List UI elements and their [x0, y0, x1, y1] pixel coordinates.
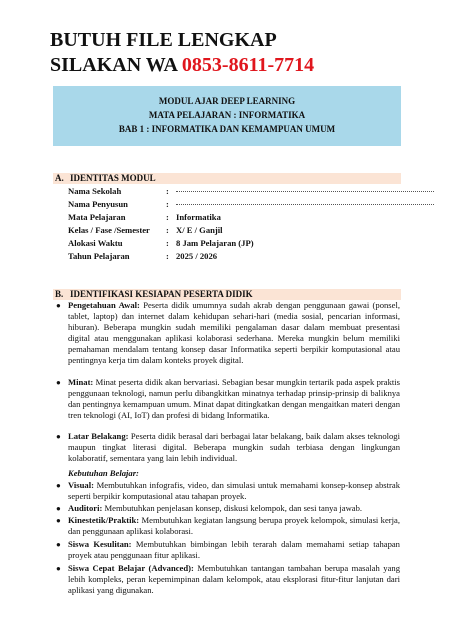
id-label: Tahun Pelajaran — [68, 251, 130, 261]
term: Kinestetik/Praktik: — [68, 515, 140, 525]
learning-needs-heading: Kebutuhan Belajar: — [68, 468, 139, 478]
id-value: 2025 / 2026 — [176, 251, 218, 261]
id-colon: : — [166, 199, 169, 209]
bullet-icon: ● — [56, 301, 61, 310]
bullet-icon: ● — [56, 481, 61, 490]
section-b-header — [53, 289, 401, 300]
text: Minat peserta didik akan bervariasi. Sebagian besar mungkin tertarik pada aspek praktis penggunaan teknologi, namun perlu dibangkitkan minatnya terhadap prinsip-prinsip di baliknya dan pentingnya kemampuan umum. Minat dapat ditingkatkan dengan mengaitkan materi dengan tren teknologi (AI, IoT) dan profesi di bidang Informatika. — [68, 377, 400, 420]
text: Membutuhkan penjelasan konsep, diskusi kelompok, dan sesi tanya jawab. — [102, 503, 363, 513]
promo-phone: 0853-8611-7714 — [181, 54, 315, 76]
module-banner — [53, 86, 401, 146]
section-b-title: IDENTIFIKASI KESIAPAN PESERTA DIDIK — [70, 289, 253, 299]
need-advanced — [68, 563, 400, 596]
fill-in-line — [176, 190, 434, 192]
id-colon: : — [166, 212, 169, 222]
fill-in-line — [176, 203, 434, 205]
bullet-icon: ● — [56, 378, 61, 387]
id-label: Alokasi Waktu — [68, 238, 123, 248]
section-a-letter: A. — [55, 173, 64, 183]
paragraph-prior-knowledge — [68, 300, 400, 366]
id-value: X/ E / Ganjil — [176, 225, 223, 235]
promo-line-2 — [50, 53, 314, 77]
id-value: 8 Jam Pelajaran (JP) — [176, 238, 254, 248]
section-b-letter: B. — [55, 289, 64, 299]
bullet-icon: ● — [56, 516, 61, 525]
text: Membutuhkan kegiatan langsung berupa proyek kelompok, simulasi kerja, dan penggunaan aplikasi kolaborasi. — [68, 515, 400, 536]
text: Peserta didik umumnya sudah akrab dengan penggunaan gawai (ponsel, tablet, laptop) dan internet dalam kehidupan sehari-hari (media sosial, pencarian informasi, hiburan). Beberapa mungkin sudah memiliki pengalaman dasar dalam membuat presentasi digital atau menggunakan aplikasi kolaborasi sederhana. Mereka mungkin belum memiliki pemahaman mendalam tentang konsep dasar Informatika seperti berpikir komputasional atau pentingnya kerja tim dalam konteks proyek digital. — [68, 300, 400, 365]
section-a-header — [53, 173, 401, 184]
id-label: Mata Pelajaran — [68, 212, 126, 222]
need-struggling — [68, 539, 400, 561]
id-value: Informatika — [176, 212, 221, 222]
text: Membutuhkan tantangan tambahan berupa masalah yang lebih kompleks, peran kepemimpinan dalam kelompok, atau eksplorasi fitur-fitur lanjutan dari aplikasi yang digunakan. — [68, 563, 400, 595]
text: Membutuhkan bimbingan lebih terarah dalam memahami setiap tahapan proyek atau penggunaan fitur aplikasi. — [68, 539, 400, 560]
term: Minat: — [68, 377, 94, 387]
term: Pengetahuan Awal: — [68, 300, 140, 310]
promo-prefix: SILAKAN WA — [50, 54, 182, 76]
id-label: Nama Penyusun — [68, 199, 128, 209]
text: Membutuhkan infografis, video, dan simulasi untuk memahami konsep-konsep abstrak seperti berpikir komputasional atau tahapan proyek. — [68, 480, 400, 501]
need-kinesthetic — [68, 515, 400, 537]
id-label: Nama Sekolah — [68, 186, 122, 196]
id-colon: : — [166, 238, 169, 248]
term: Latar Belakang: — [68, 431, 129, 441]
id-colon: : — [166, 186, 169, 196]
section-a-title: IDENTITAS MODUL — [70, 173, 156, 183]
id-colon: : — [166, 225, 169, 235]
paragraph-background — [68, 431, 400, 464]
id-colon: : — [166, 251, 169, 261]
bullet-icon: ● — [56, 504, 61, 513]
bullet-icon: ● — [56, 540, 61, 549]
term: Siswa Cepat Belajar (Advanced): — [68, 563, 194, 573]
paragraph-interest — [68, 377, 400, 421]
need-auditory — [68, 503, 400, 514]
promo-line-1: BUTUH FILE LENGKAP — [50, 29, 277, 51]
need-visual — [68, 480, 400, 502]
term: Auditori: — [68, 503, 103, 513]
banner-line-1: MODUL AJAR DEEP LEARNING — [158, 96, 296, 106]
term: Siswa Kesulitan: — [68, 539, 132, 549]
banner-line-3: BAB 1 : INFORMATIKA DAN KEMAMPUAN UMUM — [118, 124, 336, 134]
text: Peserta didik berasal dari berbagai latar belakang, baik dalam akses teknologi maupun tingkat literasi digital. Beberapa mungkin sudah terbiasa dengan lingkungan kolaboratif, sementara yang lain lebih individual. — [68, 431, 400, 463]
id-label: Kelas / Fase /Semester — [68, 225, 150, 235]
bullet-icon: ● — [56, 432, 61, 441]
banner-line-2: MATA PELAJARAN : INFORMATIKA — [148, 110, 306, 120]
bullet-icon: ● — [56, 564, 61, 573]
term: Visual: — [68, 480, 94, 490]
